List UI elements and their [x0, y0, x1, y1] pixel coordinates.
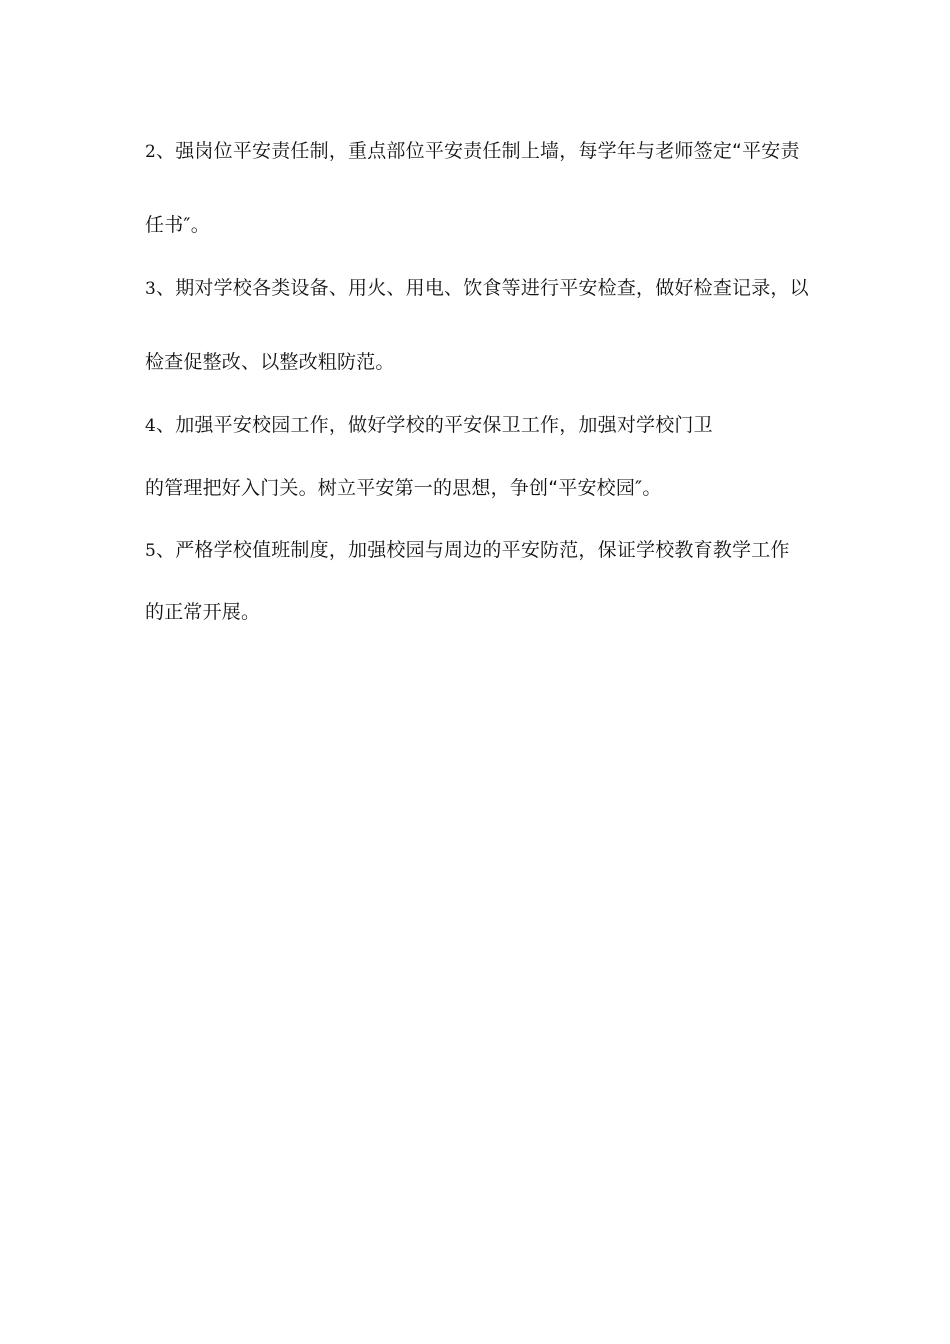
item-4-line-1 — [145, 413, 713, 438]
item-4-line-2: 的管理把好入门关。树立平安第一的思想，争创“平安校园″。 — [145, 477, 662, 499]
item-5-line-1 — [145, 538, 790, 563]
item-2-line-2: 任书″。 — [145, 214, 210, 236]
item-3-text: 、期对学校各类设备、用火、用电、饮食等进行平安检查，做好检查记录，以 — [156, 277, 809, 299]
item-4-number: 4 — [145, 416, 157, 436]
item-3-line-2: 检查促整改、以整改粗防范。 — [145, 351, 395, 373]
item-4-text: 、加强平安校园工作，做好学校的平安保卫工作，加强对学校门卫 — [156, 414, 713, 436]
item-5-line-2: 的正常开展。 — [145, 601, 261, 623]
item-5-text: 、严格学校值班制度，加强校园与周边的平安防范，保证学校教育教学工作 — [156, 539, 790, 561]
item-2-text: 、强岗位平安责任制，重点部位平安责任制上墙，每学年与老师签定“平安责 — [156, 140, 800, 162]
item-5-number: 5 — [145, 541, 157, 561]
item-3-line-1 — [145, 276, 809, 301]
item-3-number: 3 — [145, 279, 157, 299]
item-2-line-1 — [145, 139, 800, 164]
item-2-number: 2 — [145, 142, 157, 162]
